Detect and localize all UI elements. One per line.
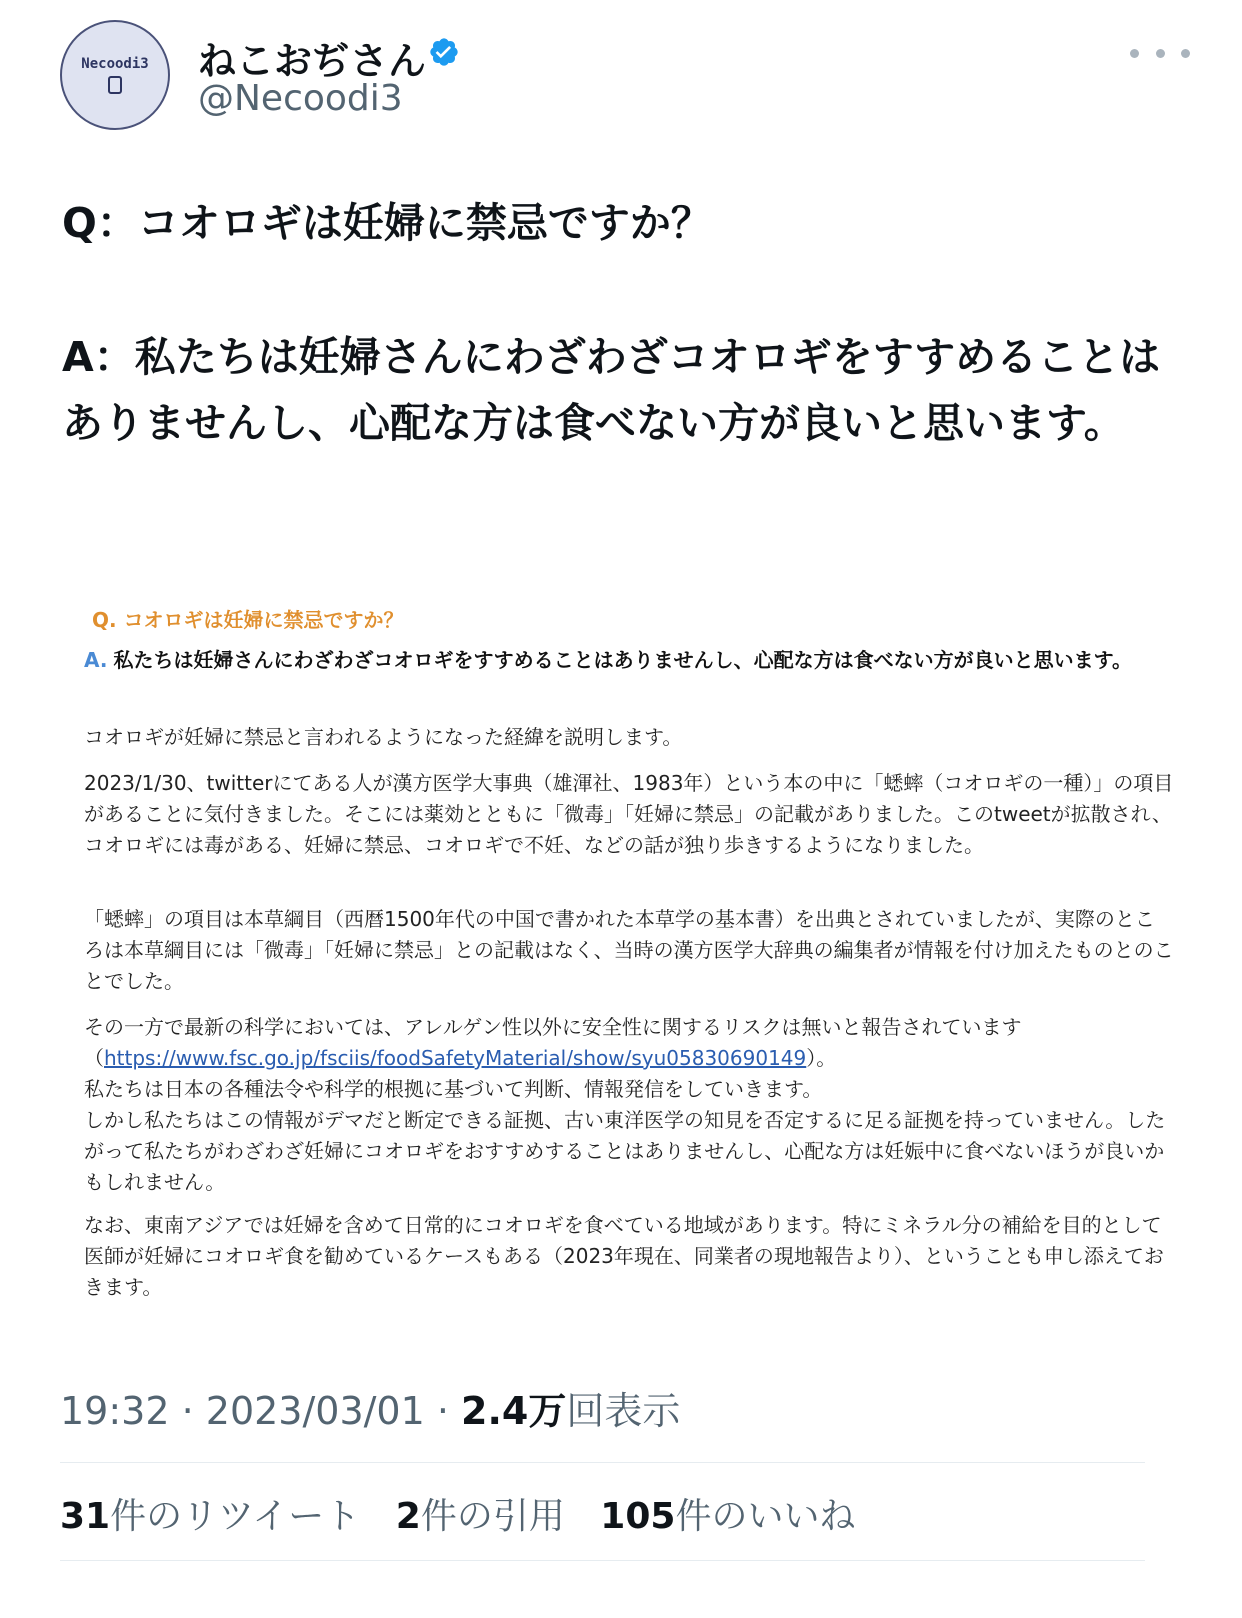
card-paragraph: コオロギが妊婦に禁忌と言われるようになった経緯を説明します。 [84, 725, 683, 749]
cat-logo-icon [108, 76, 122, 94]
card-text: その一方で最新の科学においては、アレルゲン性以外に安全性に関するリスクは無いと報告されています（ [84, 1015, 1022, 1070]
quotes-count: 2 [395, 1496, 421, 1537]
tweet-date[interactable]: 2023/03/01 [205, 1389, 425, 1433]
handle[interactable]: @Necoodi3 [198, 78, 403, 119]
avatar[interactable] [60, 20, 170, 130]
avatar-text: Necoodi3 [81, 56, 149, 72]
card-text: しかし私たちはこの情報がデマだと断定できる証拠、古い東洋医学の知見を否定するに足る証拠を持っていません。したがって私たちがわざわざ妊婦にコオロギをおすすめすることはありませんし、心配な方は妊娠中に食べないほうが良いかもしれません。 [84, 1108, 1166, 1194]
card-paragraph: なお、東南アジアでは妊婦を含めて日常的にコオロギを食べている地域があります。特にミネラル分の補給を目的として医師が妊婦にコオロギ食を勧めているケースもある（2023年現在、同業者の現地報告より）、ということも申し添えておきます。 [84, 1213, 1164, 1299]
card-text: ）。 [806, 1046, 837, 1070]
tweet-answer: A：私たちは妊婦さんにわざわざコオロギをすすめることはありませんし、心配な方は食べない方が良いと思います。 [62, 333, 1161, 447]
card-answer-label: A. [84, 648, 108, 672]
dot [1181, 49, 1190, 58]
tweet-meta [60, 1380, 680, 1435]
likes-count: 105 [600, 1496, 676, 1537]
tweet-time[interactable]: 19:32 [60, 1389, 170, 1433]
likes-label: 件のいいね [675, 1496, 856, 1537]
verified-badge-icon [428, 36, 460, 68]
retweets-stat[interactable] [60, 1496, 360, 1537]
tweet-question: Q：コオロギは妊婦に禁忌ですか？ [62, 199, 712, 247]
card-paragraph: 2023/1/30、twitterにてある人が漢方医学大事典（雄渾社、1983年）という本の中に「蟋蟀（コオロギの一種）」の項目があることに気付きました。そこには薬効とともに「微毒」「妊婦に禁忌」の記載がありました。このtweetが拡散され、コオロギには毒がある、妊婦に禁忌、コオロギで不妊、などの話が独り歩きするようになりました。 [84, 771, 1174, 857]
more-dots-icon[interactable] [1130, 38, 1190, 68]
retweets-count: 31 [60, 1496, 111, 1537]
card-question: Q. コオロギは妊婦に禁忌ですか？ [92, 608, 404, 632]
retweets-label: 件のリツイート [110, 1496, 361, 1537]
card-paragraph [84, 1012, 1174, 1198]
card-paragraph-line [84, 1012, 1174, 1074]
display-name[interactable]: ねこおぢさん [198, 39, 427, 83]
quotes-stat[interactable] [396, 1496, 565, 1537]
meta-separator: · [169, 1389, 206, 1433]
divider [60, 1462, 1145, 1463]
card-link: https://www.fsc.go.jp/fsciis/foodSafetyMaterial/show/syu05830690149 [104, 1046, 807, 1070]
card-text: 私たちは日本の各種法令や科学的根拠に基づいて判断、情報発信をしていきます。 [84, 1077, 823, 1101]
card-answer [84, 646, 1174, 674]
likes-stat[interactable] [600, 1496, 855, 1537]
card-paragraph: 「蟋蟀」の項目は本草綱目（西暦1500年代の中国で書かれた本草学の基本書）を出典とされていましたが、実際のところは本草綱目には「微毒」「妊婦に禁忌」との記載はなく、当時の漢方医学大辞典の編集者が情報を付け加えたものとのことでした。 [84, 907, 1174, 993]
meta-separator: · [424, 1389, 462, 1433]
quotes-label: 件の引用 [420, 1496, 565, 1537]
divider [60, 1560, 1145, 1561]
engagement-stats [60, 1488, 879, 1539]
dot [1130, 49, 1139, 58]
card-answer-text: 私たちは妊婦さんにわざわざコオロギをすすめることはありませんし、心配な方は食べない方が良いと思います。 [113, 648, 1133, 672]
dot [1156, 49, 1165, 58]
views-count: 2.4万 [461, 1389, 567, 1433]
attached-image[interactable] [62, 586, 1192, 1338]
views-label: 回表示 [566, 1389, 681, 1433]
